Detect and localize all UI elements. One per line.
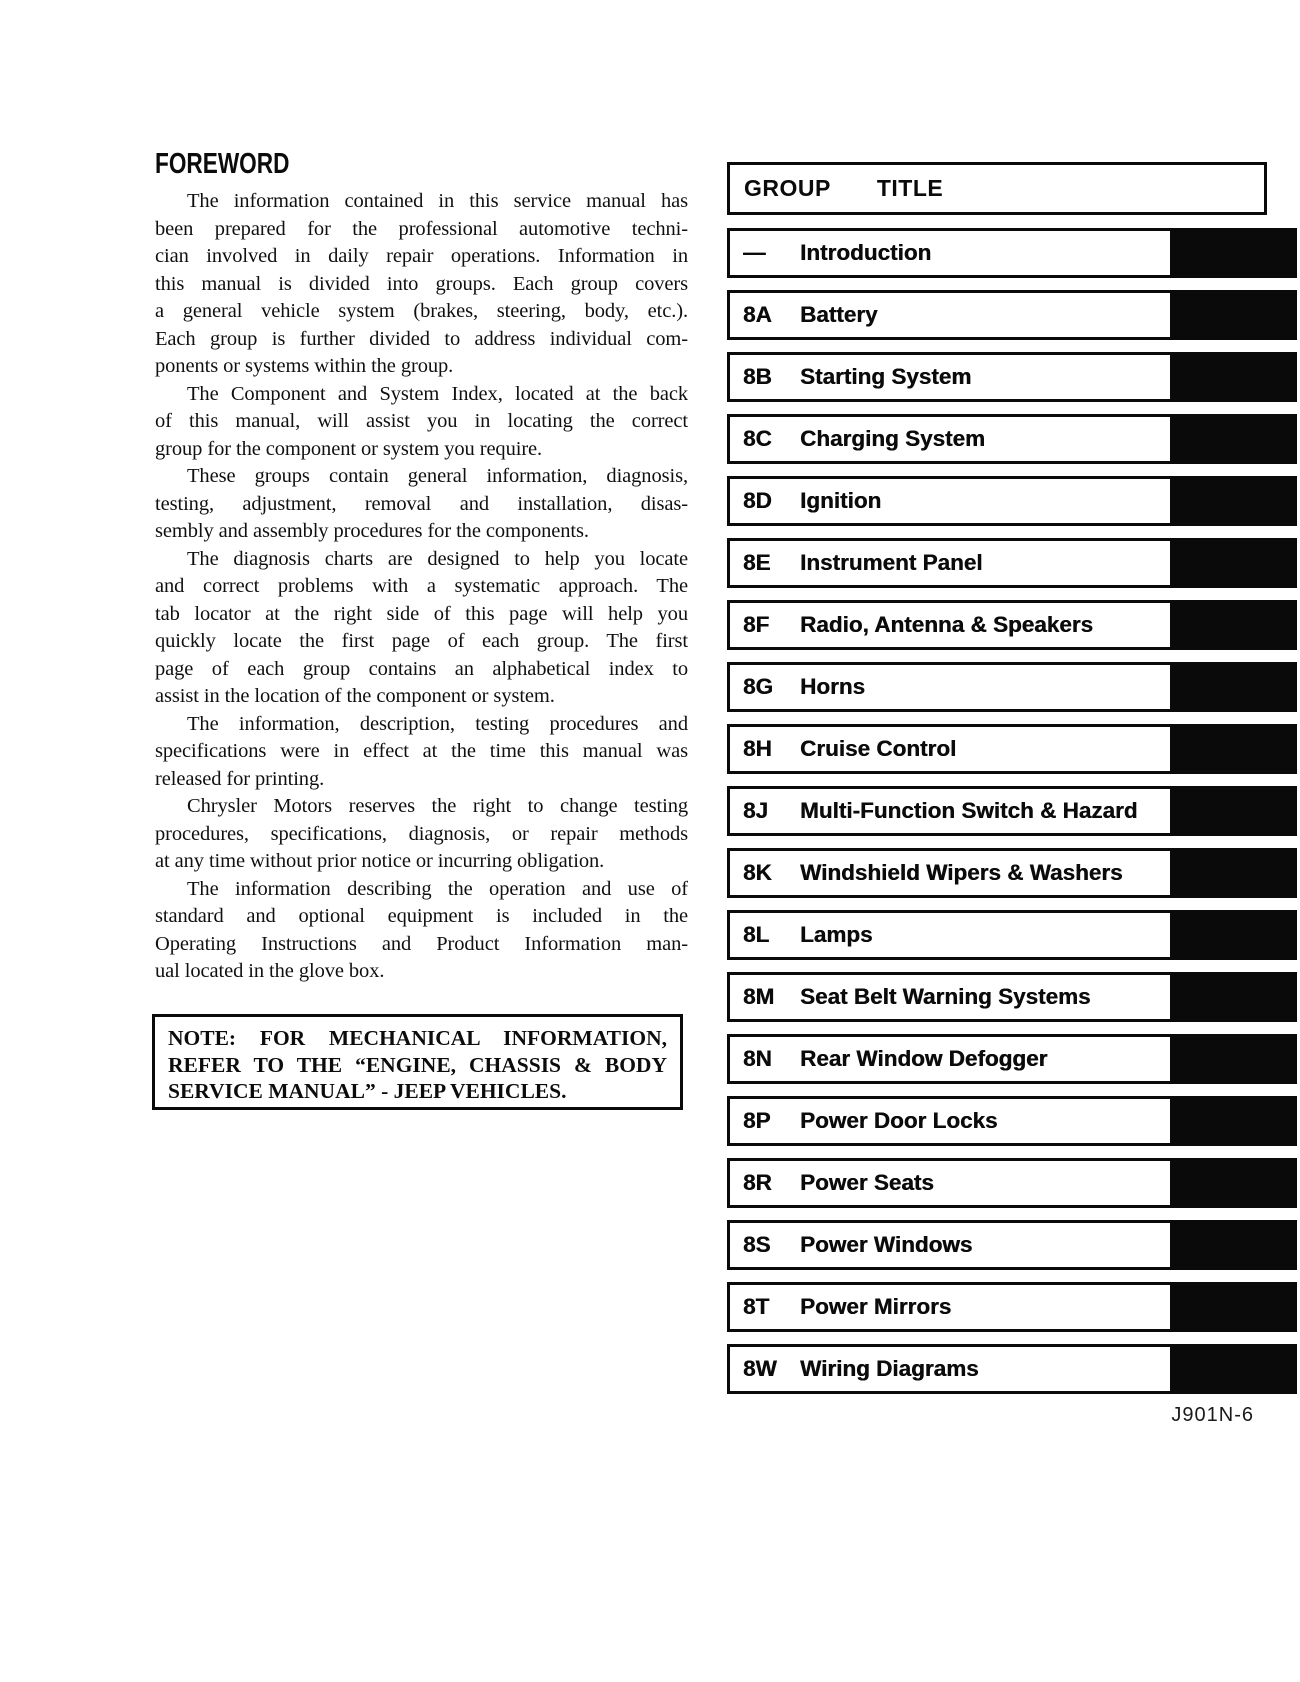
body-line: The Component and System Index, located at the back <box>187 382 688 405</box>
group-code: 8C <box>743 426 772 451</box>
group-title: Wiring Diagrams <box>800 1356 979 1381</box>
group-title: Radio, Antenna & Speakers <box>800 612 1093 637</box>
black-tab-marker <box>1173 910 1297 960</box>
group-row <box>727 1096 1300 1146</box>
group-row <box>727 600 1300 650</box>
black-tab-marker <box>1173 414 1297 464</box>
black-tab-marker <box>1173 476 1297 526</box>
group-row <box>727 1344 1300 1394</box>
group-row-box <box>727 290 1173 340</box>
group-row-box <box>727 1344 1173 1394</box>
black-tab-marker <box>1173 1344 1297 1394</box>
group-code: 8K <box>743 860 772 885</box>
group-row <box>727 476 1300 526</box>
group-row-box <box>727 1220 1173 1270</box>
body-line: standard and optional equipment is included in the <box>155 905 688 927</box>
group-title: Lamps <box>800 922 873 947</box>
group-code: 8E <box>743 550 771 575</box>
group-title: Ignition <box>800 488 882 513</box>
black-tab-marker <box>1173 662 1297 712</box>
body-line: testing, adjustment, removal and installation, disas- <box>155 492 688 515</box>
group-title: Rear Window Defogger <box>800 1046 1048 1071</box>
black-tab-marker <box>1173 290 1297 340</box>
body-line: The information, description, testing procedures and <box>187 712 688 735</box>
body-line: specifications were in effect at the time this manual was <box>155 740 688 762</box>
paragraph <box>155 793 688 876</box>
group-index-header <box>727 162 1267 215</box>
group-row-box <box>727 848 1173 898</box>
group-row-box <box>727 1158 1173 1208</box>
title-column-label: TITLE <box>876 175 944 201</box>
group-row <box>727 538 1300 588</box>
group-title: Cruise Control <box>800 736 957 761</box>
body-line: The information describing the operation and use of <box>187 877 688 900</box>
paragraph <box>155 381 688 464</box>
body-line: These groups contain general information, diagnosis, <box>187 465 688 487</box>
black-tab-marker <box>1173 786 1297 836</box>
black-tab-marker <box>1173 1034 1297 1084</box>
group-row-box <box>727 228 1173 278</box>
group-code: 8B <box>743 364 772 389</box>
group-row-box <box>727 414 1173 464</box>
group-row <box>727 1220 1300 1270</box>
group-title: Power Windows <box>800 1232 973 1257</box>
body-line: tab locator at the right side of this page will help you <box>155 602 688 625</box>
paragraph <box>155 546 688 711</box>
figure-code: J901N-6 <box>1171 1404 1254 1426</box>
group-row-box <box>727 538 1173 588</box>
body-line: procedures, specifications, diagnosis, or repair methods <box>155 822 688 845</box>
group-title: Horns <box>800 674 866 699</box>
group-row <box>727 972 1300 1022</box>
black-tab-marker <box>1173 1096 1297 1146</box>
body-line: assist in the location of the component or system. <box>155 685 555 707</box>
body-line: released for printing. <box>155 767 325 790</box>
group-title: Power Mirrors <box>800 1294 952 1319</box>
group-title: Battery <box>800 302 878 327</box>
group-title: Seat Belt Warning Systems <box>800 984 1091 1009</box>
body-line: group for the component or system you require. <box>155 437 543 460</box>
body-line: this manual is divided into groups. Each group covers <box>155 272 688 295</box>
group-title: Instrument Panel <box>800 550 983 575</box>
group-row <box>727 1158 1300 1208</box>
body-line: sembly and assembly procedures for the components. <box>155 520 589 542</box>
group-row-box <box>727 724 1173 774</box>
group-code: 8T <box>743 1294 770 1319</box>
group-row-box <box>727 1282 1173 1332</box>
group-row <box>727 786 1300 836</box>
group-row <box>727 414 1300 464</box>
body-line: been prepared for the professional automotive techni- <box>155 217 688 240</box>
note-line: SERVICE MANUAL” - JEEP VEHICLES. <box>168 1079 567 1103</box>
body-line: of this manual, will assist you in locating the correct <box>155 410 688 432</box>
group-row <box>727 662 1300 712</box>
group-code: 8G <box>743 674 774 699</box>
group-title: Starting System <box>800 364 972 389</box>
black-tab-marker <box>1173 1220 1297 1270</box>
group-title: Charging System <box>800 426 986 451</box>
note-line: REFER TO THE “ENGINE, CHASSIS & BODY <box>168 1052 667 1077</box>
black-tab-marker <box>1173 1158 1297 1208</box>
body-line: ual located in the glove box. <box>155 960 385 982</box>
group-row <box>727 290 1300 340</box>
group-code: 8L <box>743 922 770 947</box>
group-title: Windshield Wipers & Washers <box>800 860 1123 885</box>
group-row <box>727 910 1300 960</box>
group-code: 8W <box>743 1356 777 1381</box>
paragraph <box>155 463 688 546</box>
body-line: and correct problems with a systematic approach. The <box>155 575 688 597</box>
group-code: 8M <box>743 984 775 1009</box>
group-row <box>727 848 1300 898</box>
group-code: 8R <box>743 1170 772 1195</box>
group-row-box <box>727 352 1173 402</box>
group-code: 8H <box>743 736 772 761</box>
group-title: Introduction <box>800 240 932 265</box>
group-title: Power Door Locks <box>800 1108 998 1133</box>
group-code: 8J <box>743 798 769 823</box>
paragraph <box>155 188 688 381</box>
group-row-box <box>727 600 1173 650</box>
black-tab-marker <box>1173 1282 1297 1332</box>
group-title: Multi-Function Switch & Hazard <box>800 798 1138 823</box>
foreword-heading: FOREWORD <box>155 148 290 180</box>
black-tab-marker <box>1173 848 1297 898</box>
body-line: a general vehicle system (brakes, steering, body, etc.). <box>155 300 688 322</box>
body-line: The information contained in this service manual has <box>187 190 688 212</box>
body-line: Each group is further divided to address individual com- <box>155 327 688 350</box>
black-tab-marker <box>1173 600 1297 650</box>
paragraph <box>155 876 688 986</box>
body-line: The diagnosis charts are designed to help you locate <box>187 547 688 570</box>
black-tab-marker <box>1173 724 1297 774</box>
body-line: page of each group contains an alphabetical index to <box>155 657 688 680</box>
group-code: 8N <box>743 1046 772 1071</box>
body-line: ponents or systems within the group. <box>155 355 454 377</box>
black-tab-marker <box>1173 228 1297 278</box>
paragraph <box>155 711 688 794</box>
group-row <box>727 1034 1300 1084</box>
group-row <box>727 1282 1300 1332</box>
body-line: quickly locate the first page of each group. The first <box>155 630 688 652</box>
group-row <box>727 724 1300 774</box>
foreword-paragraphs <box>155 188 688 986</box>
group-title: Power Seats <box>800 1170 934 1195</box>
body-line: Chrysler Motors reserves the right to change testing <box>187 795 688 817</box>
group-row-box <box>727 1096 1173 1146</box>
group-code: 8D <box>743 488 772 513</box>
black-tab-marker <box>1173 972 1297 1022</box>
group-row-box <box>727 786 1173 836</box>
group-code: 8F <box>743 612 770 637</box>
group-row <box>727 352 1300 402</box>
group-code: 8P <box>743 1108 771 1133</box>
group-row-box <box>727 662 1173 712</box>
group-row-box <box>727 972 1173 1022</box>
note-box <box>152 1014 683 1110</box>
body-line: cian involved in daily repair operations. Information in <box>155 245 688 267</box>
group-row <box>727 228 1300 278</box>
group-code: 8S <box>743 1232 771 1257</box>
group-row-box <box>727 1034 1173 1084</box>
body-line: Operating Instructions and Product Information man- <box>155 932 688 955</box>
group-index <box>727 162 1300 1406</box>
note-line: NOTE: FOR MECHANICAL INFORMATION, <box>168 1026 667 1050</box>
body-line: at any time without prior notice or incurring obligation. <box>155 850 605 872</box>
group-code: — <box>743 240 766 265</box>
group-rows <box>727 228 1300 1394</box>
black-tab-marker <box>1173 352 1297 402</box>
group-column-label: GROUP <box>744 175 831 201</box>
group-code: 8A <box>743 302 772 327</box>
group-row-box <box>727 476 1173 526</box>
group-row-box <box>727 910 1173 960</box>
black-tab-marker <box>1173 538 1297 588</box>
